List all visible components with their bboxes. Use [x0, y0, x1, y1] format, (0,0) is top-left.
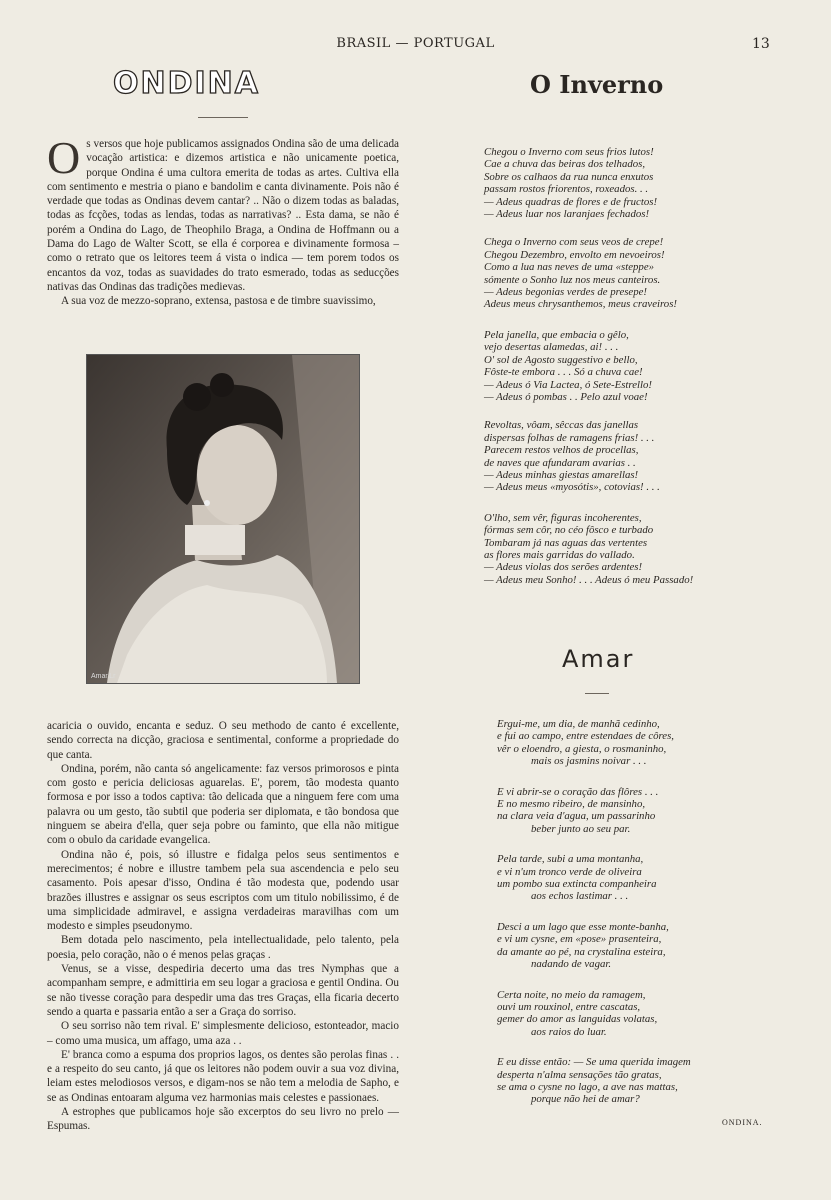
verse-line: e fui ao campo, entre estendaes de côres, — [497, 730, 674, 743]
verse-line: passam rostos friorentos, roxeados. . . — [484, 183, 649, 196]
verse-line: — Adeus quadras de flores e de fructos! — [484, 195, 658, 208]
title-rule — [585, 693, 609, 694]
verse-line: O'lho, sem vêr, figuras incoherentes, — [484, 511, 642, 524]
body-paragraph: Bem dotada pelo nascimento, pela intellectualidade, pelo talento, pela poesia, pelo coração, não o é menos pelas graças . — [47, 934, 399, 961]
body-paragraph: O seu sorriso não tem rival. E' simplesmente delicioso, estonteador, macio – como uma musica, um affago, uma aza . . — [47, 1020, 399, 1047]
verse-line: — Adeus minhas giestas amarellas! — [484, 468, 639, 481]
voice-paragraph: A sua voz de mezzo-soprano, extensa, pastosa e de timbre suavissimo, — [61, 295, 376, 308]
verse-line: se ama o cysne no lago, a ave nas mattas, — [497, 1080, 678, 1093]
stanza — [497, 786, 727, 836]
running-head: BRASIL — PORTUGAL — [336, 36, 495, 51]
amar-poem — [497, 718, 727, 1122]
stanza — [497, 1056, 727, 1106]
verse-line: Sobre os calhaos da rua nunca enxutos — [484, 170, 654, 183]
verse-line: porque não hei de amar? — [531, 1093, 640, 1106]
amar-title: Amar — [562, 645, 635, 673]
intro-text — [47, 132, 399, 309]
intro-paragraph: s versos que hoje publicamos assignados Ondina são de uma delicada vocação artistica: e dizemos artistica e não unicamente poetica, porque Ondina é uma cultora emerita de todas as artes. Cultiva ella com sentimento e mestria o piano e bandolim e canta divinamente. Pois não é verdade que todas as Ondinas devem cantar? .. Não o dizem todas as baladas, todas as fcções, todas as lendas, todas as narrativas? .. Esta dama, se não é porém a Ondina do Lago, de Theophilo Braga, a Ondina de Hoffmann ou a Dama do Lago de Walter Scott, se ella é corporea e divinamente formosa – como o retrato que os leitores teem á vista o indica — tem porem todos os encantos da voz, todas as suavidades do trato esmerado, todas as seducções nativas das Ondinas das tradições medievas. — [47, 138, 399, 293]
verse-line: Fôste-te embora . . . Só a chuva cae! — [484, 366, 643, 379]
verse-line: um pombo sua extincta companheira — [497, 878, 657, 891]
verse-line: ouvi um rouxinol, entre cascatas, — [497, 1000, 641, 1013]
stanza — [497, 718, 727, 768]
verse-line: — Adeus luar nos laranjaes fechados! — [484, 208, 650, 221]
stanza — [497, 921, 727, 971]
stanza — [497, 989, 727, 1039]
title-rule — [198, 117, 248, 118]
verse-line: Chegou o Inverno com seus frios lutos! — [484, 146, 654, 158]
portrait-photo — [86, 354, 360, 684]
verse-line: aos echos lastimar . . . — [531, 890, 629, 903]
verse-line: vêr o eloendro, a giesta, o rosmaninho, — [497, 742, 667, 755]
verse-line: Adeus meus chrysanthemos, meus craveiros! — [484, 298, 678, 311]
verse-line: Pela janella, que embacia o gêlo, — [484, 328, 629, 341]
verse-line: — Adeus meus «myosótis», cotovias! . . . — [484, 481, 660, 494]
stanza — [484, 146, 744, 220]
verse-line: E eu disse então: — Se uma querida imagem — [497, 1056, 691, 1069]
verse-line: nadando de vagar. — [531, 958, 612, 971]
verse-line: dispersas folhas de ramagens frias! . . . — [484, 431, 655, 444]
stanza — [497, 853, 727, 903]
inverno-poem — [484, 146, 744, 602]
body-paragraph: Ondina, porém, não canta só angelicamente: faz versos primorosos e pinta com gosto e pericia deliciosas aguarelas. E', porem, tão modesta quanto formosa e por isso a todos captiva: tão delicada que a ninguem fere com uma palavra ou um gesto, tão subtil que poderia ser diplomata, e tão bondosa que ninguem se abeira d'ella, quer seja pobre ou faminto, que ella não mitigue com o obulo da caridade evangelica. — [47, 762, 399, 847]
verse-line: de naves que afundaram avarias . . — [484, 456, 636, 469]
verse-line: Chega o Inverno com seus veos de crepe! — [484, 236, 664, 249]
verse-line: Ergui-me, um dia, de manhã cedinho, — [497, 718, 660, 730]
photo-caption: Amar.Lr — [91, 673, 116, 680]
stanza — [484, 419, 744, 493]
drop-cap: O — [47, 132, 81, 183]
verse-line: desperta n'alma sensações tão gratas, — [497, 1068, 662, 1081]
verse-line: Como a lua nas neves de uma «steppe» — [484, 261, 655, 274]
inverno-title: O Inverno — [530, 70, 664, 99]
verse-line: Desci a um lago que esse monte-banha, — [497, 920, 669, 933]
stanza — [484, 512, 744, 586]
signature: ONDINA. — [722, 1118, 763, 1127]
page-number: 13 — [752, 36, 770, 52]
verse-line: Cae a chuva das beiras dos telhados, — [484, 158, 646, 171]
body-paragraph: A estrophes que publicamos hoje são excerptos do seu livro no prelo — Espumas. — [47, 1106, 399, 1133]
verse-line: O' sol de Agosto suggestivo e bello, — [484, 353, 638, 366]
body-text — [47, 719, 399, 1134]
verse-line: Tombaram já nas aguas das vertentes — [484, 536, 648, 549]
verse-line: aos raios do luar. — [531, 1025, 607, 1038]
verse-line: gemer do amor as languidas volatas, — [497, 1013, 658, 1026]
verse-line: — Adeus ó pombas . . Pelo azul voae! — [484, 390, 648, 403]
stanza — [484, 236, 744, 310]
verse-line: as flores mais garridas do vallado. — [484, 548, 635, 561]
article-title: ONDINA — [113, 66, 260, 101]
verse-line: beber junto ao seu par. — [531, 822, 631, 835]
verse-line: vejo desertas alamedas, ai! . . . — [484, 341, 619, 354]
verse-line: E no mesmo ribeiro, de mansinho, — [497, 798, 646, 811]
verse-line: mais os jasmins noivar . . . — [531, 755, 647, 768]
verse-line: — Adeus begonias verdes de presepe! — [484, 286, 648, 299]
verse-line: na clara veia d'agua, um passarinho — [497, 810, 656, 823]
verse-line: — Adeus violas dos serões ardentes! — [484, 561, 643, 574]
verse-line: Revoltas, vôam, sêccas das janellas — [484, 419, 639, 432]
stanza — [484, 329, 744, 403]
verse-line: Pela tarde, subi a uma montanha, — [497, 853, 644, 866]
body-paragraph: acaricia o ouvido, encanta e seduz. O seu methodo de canto é excellente, sendo correcta na dicção, graciosa e sentimental, conforme a propriedade do que canta. — [47, 720, 399, 761]
body-paragraph: E' branca como a espuma dos proprios lagos, os dentes são perolas finas . . e a respeito do seu canto, já que os leitores não podem ouvir a sua voz divina, leiam estes melodiosos versos, e digam-nos se não tem a melodia de Sapho, e se as Ondinas entoaram alguma vez harmonias mais celestes e passionaes. — [47, 1048, 399, 1104]
verse-line: Certa noite, no meio da ramagem, — [497, 988, 646, 1001]
verse-line: fórmas sem côr, no céo fôsco e turbado — [484, 524, 654, 537]
verse-line: da amante ao pé, na crystalina esteira, — [497, 945, 666, 958]
verse-line: sómente o Sonho luz nos meus canteiros. — [484, 273, 661, 286]
verse-line: — Adeus ó Via Lactea, ó Sete-Estrello! — [484, 378, 653, 391]
verse-line: e vi n'um tronco verde de oliveira — [497, 865, 642, 878]
verse-line: Chegou Dezembro, envolto em nevoeiros! — [484, 248, 665, 261]
body-paragraph: Venus, se a visse, despediria decerto uma das tres Nymphas que a acompanham sempre, e admittiria em seu logar a graciosa e gentil Ondina. Ou se não tivesse coração para despedir uma das tres Graças, ella ficaria decerto sendo a quarta e passaria então a ser a Graça do sorriso. — [47, 963, 399, 1018]
verse-line: Parecem restos velhos de procellas, — [484, 444, 639, 457]
verse-line: — Adeus meu Sonho! . . . Adeus ó meu Passado! — [484, 573, 694, 586]
verse-line: E vi abrir-se o coração das flôres . . . — [497, 785, 659, 798]
portrait-illustration — [87, 355, 359, 683]
verse-line: e vi um cysne, em «pose» prasenteira, — [497, 933, 662, 946]
body-paragraph: Ondina não é, pois, só illustre e fidalga pelos seus sentimentos e merecimentos; é nobre e illustre tambem pela sua ascendencia e pelo seu casamento. Pois apesar d'isso, Ondina é tão modesta que, podendo usar brazões illustres e assignar os seus escriptos com um titulo nobilissimo, é de uma simplicidade admiravel, e assigna verdadeiras maravilhas com um modesto e simples pseudonymo. — [47, 848, 399, 933]
